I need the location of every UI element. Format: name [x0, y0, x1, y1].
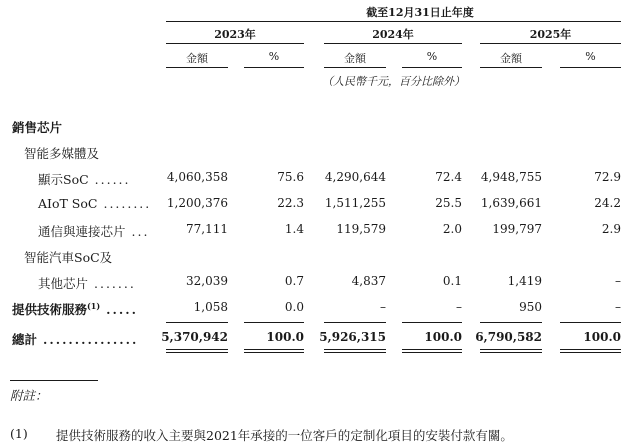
year-rule-2024: [324, 43, 462, 44]
subheader-rule: [324, 67, 386, 68]
percent-cell: 0.1: [442, 274, 462, 288]
amount-cell: 6,790,582: [475, 330, 542, 344]
row-label-text: 智能汽車SoC及: [24, 250, 113, 265]
row-label-text: 提供技術服務: [12, 302, 88, 317]
amount-header-2024: 金額: [344, 52, 366, 65]
row-label-text: 銷售芯片: [12, 120, 63, 135]
row-label: [12, 300, 138, 318]
total-rule: [166, 352, 228, 353]
percent-cell: 72.4: [435, 170, 462, 184]
row-label: [12, 330, 138, 348]
note-number: (1): [10, 426, 28, 441]
leader-dots: ...............: [43, 332, 139, 347]
subheader-rule: [480, 67, 542, 68]
amount-cell: 4,948,755: [480, 170, 542, 184]
total-rule: [324, 352, 386, 353]
amount-header-2023: 金額: [186, 52, 208, 65]
percent-cell: 22.3: [277, 196, 304, 210]
percent-cell: 100.0: [266, 330, 304, 344]
percent-cell: 1.4: [284, 222, 304, 236]
leader-dots: .....: [106, 302, 138, 317]
percent-cell: –: [615, 274, 621, 288]
amount-cell: 4,290,644: [324, 170, 386, 184]
footnote-marker: (1): [87, 300, 101, 311]
total-rule: [244, 352, 304, 353]
row-label-text: 其他芯片: [38, 276, 89, 291]
notes-divider: [10, 380, 98, 381]
row-label-text: 通信與連接芯片: [38, 224, 126, 239]
total-rule: [166, 322, 228, 323]
total-rule: [480, 322, 542, 323]
percent-cell: 72.9: [594, 170, 621, 184]
percent-cell: 2.0: [442, 222, 462, 236]
subheader-rule: [166, 67, 228, 68]
amount-cell: 5,370,942: [161, 330, 228, 344]
leader-dots: ...: [131, 224, 150, 239]
row-label-text: 總計: [12, 332, 38, 347]
percent-cell: 24.2: [594, 196, 621, 210]
amount-cell: 1,639,661: [480, 196, 542, 210]
year-2023: 2023年: [214, 28, 256, 41]
amount-cell: 1,200,376: [166, 196, 228, 210]
row-label-text: 顯示SoC: [38, 172, 89, 187]
row-label: [38, 222, 149, 240]
row-label-text: AIoT SoC: [38, 196, 98, 211]
percent-cell: 75.6: [277, 170, 304, 184]
percent-cell: 25.5: [435, 196, 462, 210]
amount-cell: 1,419: [507, 274, 542, 288]
amount-header-2025: 金額: [500, 52, 522, 65]
amount-cell: –: [380, 300, 386, 314]
subheader-rule: [402, 67, 462, 68]
amount-cell: 32,039: [186, 274, 228, 288]
percent-cell: 2.9: [601, 222, 621, 236]
amount-cell: 1,058: [193, 300, 228, 314]
row-label: [38, 274, 136, 292]
percent-cell: 0.0: [284, 300, 304, 314]
percent-cell: –: [615, 300, 621, 314]
leader-dots: .......: [94, 276, 136, 291]
period-header: 截至12月31日止年度: [366, 6, 474, 19]
total-rule: [480, 349, 542, 350]
leader-dots: ......: [94, 172, 131, 187]
percent-cell: 100.0: [424, 330, 462, 344]
row-label: [24, 144, 99, 162]
amount-cell: 950: [519, 300, 542, 314]
total-rule: [324, 322, 386, 323]
amount-cell: 5,926,315: [319, 330, 386, 344]
total-rule: [402, 322, 462, 323]
total-rule: [402, 349, 462, 350]
total-rule: [166, 349, 228, 350]
note-text: 提供技術服務的收入主要與2021年承接的一位客戶的定制化項目的安裝付款有關。: [56, 428, 513, 443]
row-label: [38, 170, 131, 188]
percent-cell: –: [456, 300, 462, 314]
row-label-text: 智能多媒體及: [24, 146, 100, 161]
amount-cell: 119,579: [336, 222, 386, 236]
year-rule-2025: [480, 43, 621, 44]
subheader-rule: [244, 67, 304, 68]
total-rule: [244, 349, 304, 350]
leader-dots: ........: [103, 196, 152, 211]
amount-cell: 199,797: [492, 222, 542, 236]
row-label: [38, 196, 151, 211]
amount-cell: 4,837: [351, 274, 386, 288]
total-rule: [402, 352, 462, 353]
total-rule: [560, 352, 621, 353]
row-label: [24, 248, 112, 266]
total-rule: [324, 349, 386, 350]
percent-header-2023: %: [268, 50, 280, 63]
total-rule: [244, 322, 304, 323]
notes-title: 附註：: [10, 388, 48, 403]
year-rule-2023: [166, 43, 304, 44]
total-rule: [480, 352, 542, 353]
amount-cell: 1,511,255: [324, 196, 386, 210]
percent-cell: 100.0: [583, 330, 621, 344]
subheader-rule: [560, 67, 621, 68]
total-rule: [560, 349, 621, 350]
percent-header-2025: %: [585, 50, 596, 63]
year-2025: 2025年: [529, 28, 572, 41]
amount-cell: 77,111: [186, 222, 228, 236]
percent-header-2024: %: [426, 50, 438, 63]
year-2024: 2024年: [372, 28, 414, 41]
total-rule: [560, 322, 621, 323]
row-label: [12, 118, 62, 136]
percent-cell: 0.7: [284, 274, 304, 288]
header-rule: [166, 21, 621, 22]
amount-cell: 4,060,358: [166, 170, 228, 184]
unit-note: （人民幣千元，百分比除外）: [322, 75, 465, 88]
